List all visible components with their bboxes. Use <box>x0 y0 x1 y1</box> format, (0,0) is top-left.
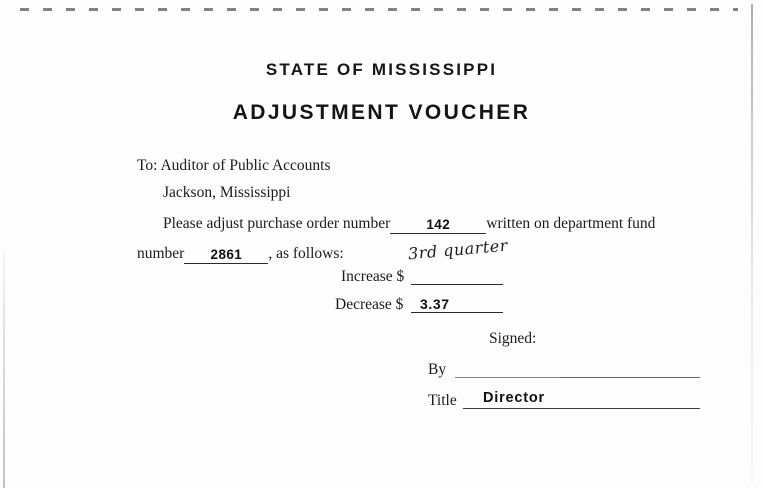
address-line: Jackson, Mississippi <box>163 184 291 201</box>
title-value[interactable]: Director <box>483 390 545 406</box>
decrease-label: Decrease $ <box>335 296 404 313</box>
adjust-lead-text: Please adjust purchase order number <box>163 215 391 232</box>
increase-rule <box>411 284 503 285</box>
increase-label: Increase $ <box>341 268 405 285</box>
decrease-rule <box>411 312 503 313</box>
purchase-order-number-field[interactable]: 142 <box>390 218 486 234</box>
by-rule-second-segment <box>560 377 700 378</box>
fund-number-field[interactable]: 2861 <box>184 248 268 264</box>
adjust-after-po-text: written on department fund <box>486 215 656 232</box>
by-label: By <box>428 361 447 378</box>
as-follows-text: , as follows: <box>268 245 344 262</box>
decrease-row <box>0 296 763 324</box>
amounts-section <box>0 268 763 324</box>
adjustment-sentence-line1 <box>163 216 655 233</box>
signed-label: Signed: <box>489 330 537 347</box>
increase-row <box>0 268 763 296</box>
addressee-line: To: Auditor of Public Accounts <box>137 157 331 174</box>
scan-edge-top <box>20 8 738 11</box>
title-rule <box>463 408 700 409</box>
handwritten-note: 3rd quarter <box>407 235 509 264</box>
state-title: STATE OF MISSISSIPPI <box>265 60 498 79</box>
fund-number-label: number <box>137 245 185 262</box>
document-header <box>0 60 763 125</box>
title-label: Title <box>428 392 457 409</box>
document-title: ADJUSTMENT VOUCHER <box>232 101 531 124</box>
adjustment-sentence-line2 <box>137 246 344 263</box>
decrease-value[interactable]: 3.37 <box>420 296 450 312</box>
